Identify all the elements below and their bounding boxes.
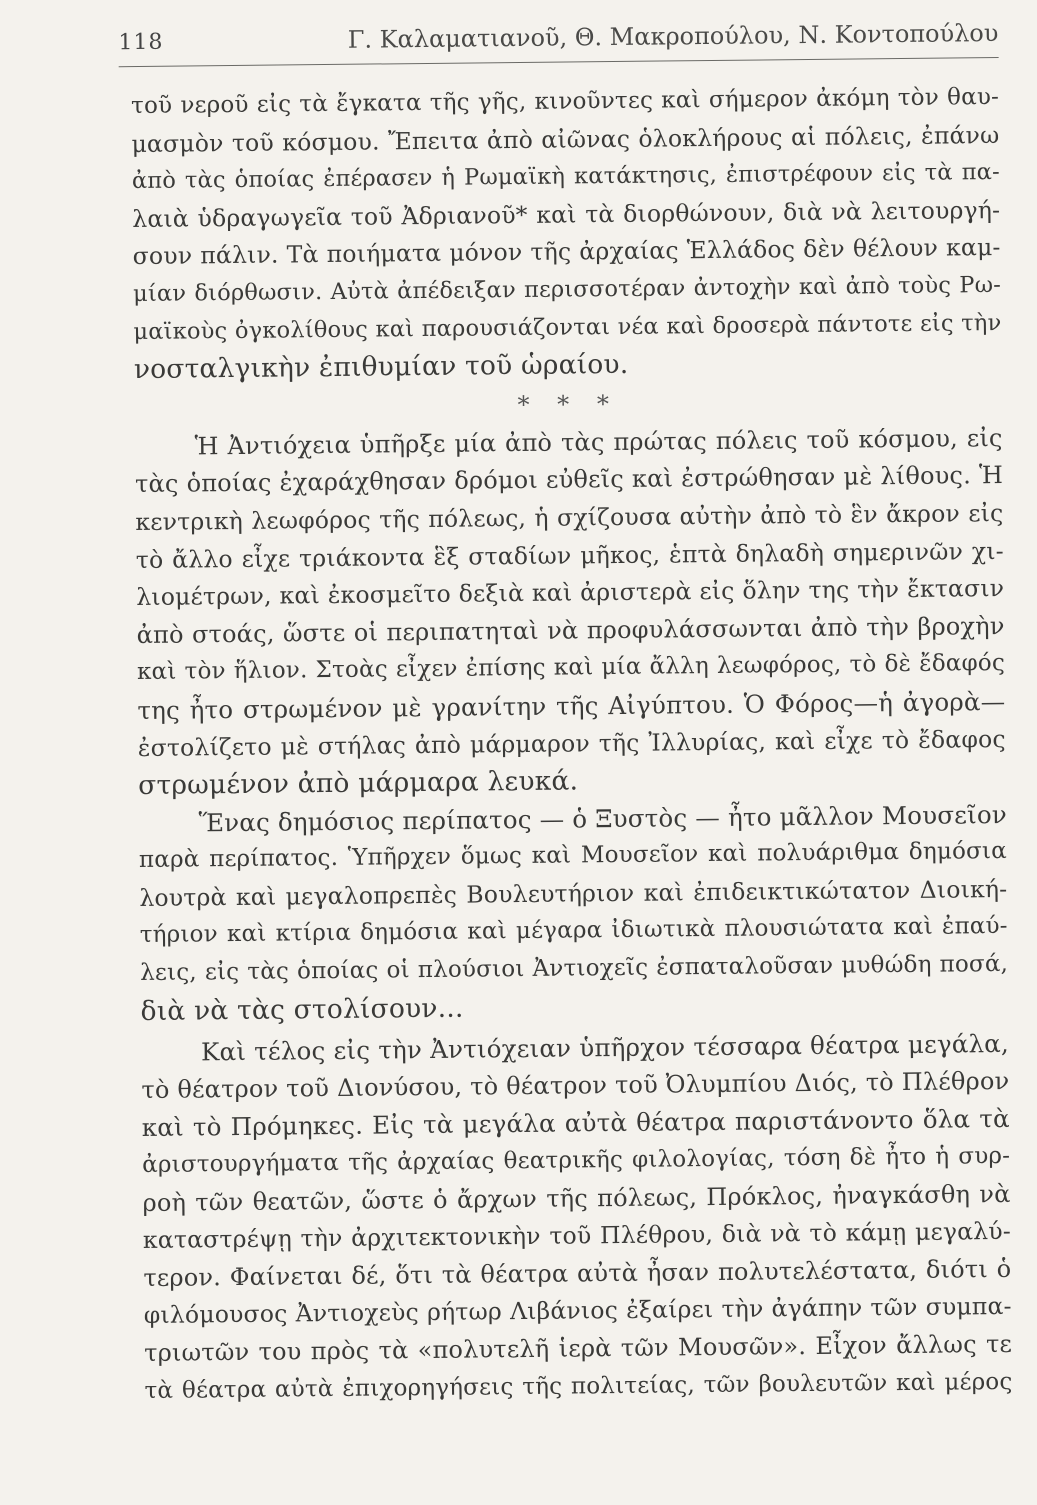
text-line: ροὴ τῶν θεατῶν, ὥστε ὁ ἄρχων τῆς πόλεως, Πρόκλος, ἠναγκάσθη νὰ [142, 1179, 1011, 1217]
text-line: καταστρέψῃ τὴν ἀρχιτεκτονικὴν τοῦ Πλέθρου, διὰ νὰ τὸ κάμῃ μεγαλύ- [142, 1217, 1012, 1255]
text-line: μασμὸν τοῦ κόσμου. Ἔπειτα ἀπὸ αἰῶνας ὁλοκλήρους αἱ πόλεις, ἐπάνω [131, 120, 1000, 158]
page-header [118, 15, 998, 64]
text-line: στρωμένον ἀπὸ μάρμαρα λευκά. [138, 765, 579, 802]
text-line: ἀπὸ τὰς ὁποίας ἐπέρασεν ἡ Ρωμαϊκὴ κατάκτησις, ἐπιστρέφουν εἰς τὰ πα- [131, 159, 1000, 195]
section-separator: * * * [517, 389, 620, 419]
paragraph [141, 1025, 1013, 1410]
text-line: λουτρὰ καὶ μεγαλοπρεπὲς Βουλευτήριον καὶ ἐπιδεικτικώτατον Διοική- [139, 874, 1008, 912]
text-line: καὶ τὸ Πρόμηκες. Εἰς τὰ μεγάλα αὐτὰ θέατρα παριστάνοντο ὅλα τὰ [141, 1104, 1010, 1143]
text-line: ἀριστουργήματα τῆς ἀρχαίας θεατρικῆς φιλολογίας, τόση δὲ ἦτο ἡ συρ- [142, 1142, 1011, 1179]
text-line: τὸ ἄλλο εἶχε τριάκοντα ἓξ σταδίων μῆκος, ἑπτὰ δηλαδὴ σημερινῶν χι- [135, 536, 1004, 574]
text-line: λαιὰ ὑδραγωγεῖα τοῦ Ἀδριανοῦ* καὶ τὰ διορθώνουν, διὰ νὰ λειτουργή- [132, 195, 1001, 233]
paragraph [138, 796, 1008, 1031]
text-line: τήριον καὶ κτίρια δημόσια καὶ μέγαρα ἰδιωτικὰ πλουσιώτατα καὶ ἐπαύ- [139, 913, 1008, 949]
text-line: κεντρικὴ λεωφόρος τῆς πόλεως, ἡ σχίζουσα αὐτὴν ἀπὸ τὸ ἓν ἄκρον εἰς [135, 498, 1004, 536]
text-line: λιομέτρων, καὶ ἐκοσμεῖτο δεξιὰ καὶ ἀριστερὰ εἰς ὅλην της τὴν ἔκτασιν [136, 574, 1005, 612]
text-line: μίαν διόρθωσιν. Αὐτὰ ἀπέδειξαν περισσοτέραν ἀντοχὴν καὶ ἀπὸ τοὺς Ρω- [132, 271, 1002, 308]
paragraph [134, 420, 1006, 805]
running-head: Γ. Καλαματιανοῦ, Θ. Μακροπούλου, Ν. Κοντοπούλου [347, 18, 999, 54]
paragraph [131, 79, 1002, 389]
page-number: 118 [118, 29, 164, 56]
text-line: Ἡ Ἀντιόχεια ὑπῆρξε μία ἀπὸ τὰς πρώτας πόλεις τοῦ κόσμου, εἰς [194, 423, 1003, 461]
text-line: της ἦτο στρωμένον μὲ γρανίτην τῆς Αἰγύπτου. Ὁ Φόρος—ἡ ἀγορὰ— [137, 686, 1006, 725]
text-line: μαϊκοὺς ὀγκολίθους καὶ παρουσιάζονται νέα καὶ δροσερὰ πάντοτε εἰς τὴν [133, 309, 1002, 345]
text-line: τριωτῶν του πρὸς τὰ «πολυτελῆ ἱερὰ τῶν Μουσῶν». Εἶχον ἄλλως τε [144, 1329, 1013, 1367]
text-line: τὰς ὁποίας ἐχαράχθησαν δρόμοι εὐθεῖς καὶ ἐστρώθησαν μὲ λίθους. Ἡ [134, 461, 1004, 499]
text-line: νοσταλγικὴν ἐπιθυμίαν τοῦ ὡραίου. [133, 349, 629, 386]
text-line: λεις, εἰς τὰς ὁποίας οἱ πλούσιοι Ἀντιοχεῖς ἐσπαταλοῦσαν μυθώδη ποσά, [140, 950, 1009, 987]
text-line: παρὰ περίπατος. Ὑπῆρχεν ὅμως καὶ Μουσεῖον καὶ πολυάριθμα δημόσια [138, 838, 1008, 874]
text-line: φιλόμουσος Ἀντιοχεὺς ρήτωρ Λιβάνιος ἐξαίρει τὴν ἀγάπην τῶν συμπα- [143, 1292, 1012, 1330]
body-text [131, 79, 1013, 1410]
text-line: Καὶ τέλος εἰς τὴν Ἀντιόχειαν ὑπῆρχον τέσσαρα θέατρα μεγάλα, [200, 1029, 1010, 1067]
text-line: διὰ νὰ τὰς στολίσουν... [140, 992, 464, 1027]
text-line: Ἕνας δημόσιος περίπατος — ὁ Ξυστὸς — ἦτο μᾶλλον Μουσεῖον [198, 799, 1008, 838]
text-line: ἐστολίζετο μὲ στήλας ἀπὸ μάρμαρον τῆς Ἰλλυρίας, καὶ εἶχε τὸ ἔδαφος [137, 724, 1006, 762]
text-line: καὶ τὸν ἥλιον. Στοὰς εἶχεν ἐπίσης καὶ μία ἄλλη λεωφόρος, τὸ δὲ ἔδαφός [136, 650, 1006, 686]
text-line: σουν πάλιν. Τὰ ποιήματα μόνον τῆς ἀρχαίας Ἑλλάδος δὲν θέλουν καμ- [132, 233, 1001, 271]
text-line: τὰ θέατρα αὐτὰ ἐπιχορηγήσεις τῆς πολιτείας, τῶν βουλευτῶν καὶ μέρος [144, 1368, 1013, 1404]
text-line: τερον. Φαίνεται δέ, ὅτι τὰ θέατρα αὐτὰ ἦσαν πολυτελέστατα, διότι ὁ [143, 1254, 1012, 1292]
text-line: τοῦ νεροῦ εἰς τὰ ἔγκατα τῆς γῆς, κινοῦντες καὶ σήμερον ἀκόμη τὸν θαυ- [130, 83, 1000, 120]
text-line: τὸ θέατρον τοῦ Διονύσου, τὸ θέατρον τοῦ Ὀλυμπίου Διός, τὸ Πλέθρον [141, 1066, 1010, 1104]
text-line: ἀπὸ στοάς, ὥστε οἱ περιπατηταὶ νὰ προφυλάσσωνται ἀπὸ τὴν βροχὴν [136, 611, 1005, 649]
